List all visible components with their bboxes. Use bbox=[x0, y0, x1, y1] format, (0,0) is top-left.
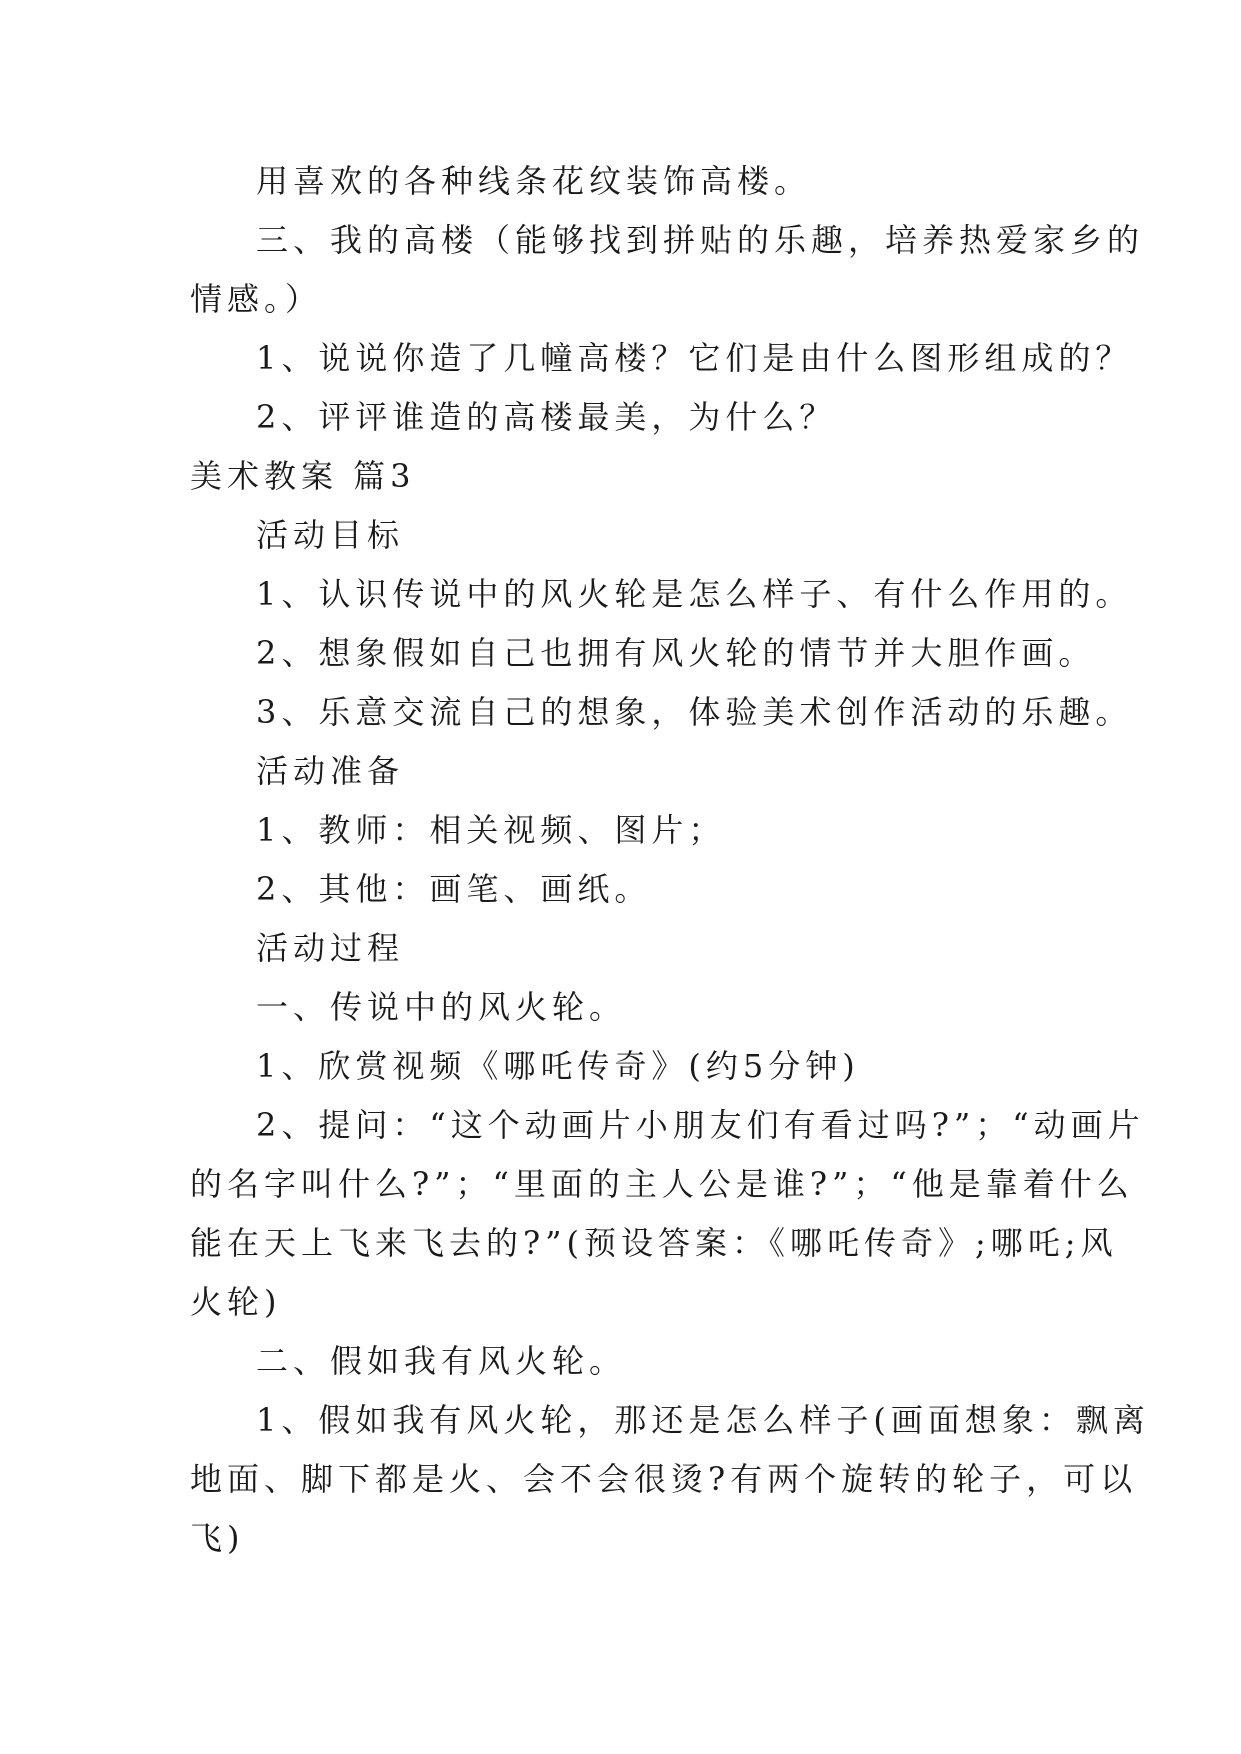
list-item: 2、想象假如自己也拥有风火轮的情节并大胆作画。 bbox=[256, 634, 1096, 672]
subsection-heading: 一、传说中的风火轮。 bbox=[256, 988, 627, 1026]
list-item: 1、认识传说中的风火轮是怎么样子、有什么作用的。 bbox=[256, 575, 1133, 613]
paragraph-line: 的名字叫什么?”；“里面的主人公是谁?”；“他是靠着什么 bbox=[190, 1165, 1134, 1203]
section-heading-activity-goals: 活动目标 bbox=[256, 516, 405, 554]
list-item: 1、假如我有风火轮，那还是怎么样子(画面想象：飘离 bbox=[256, 1401, 1150, 1439]
section-heading-activity-process: 活动过程 bbox=[256, 929, 405, 967]
list-item: 2、其他：画笔、画纸。 bbox=[256, 870, 652, 908]
list-item: 3、乐意交流自己的想象，体验美术创作活动的乐趣。 bbox=[256, 693, 1133, 731]
document-page bbox=[190, 152, 1150, 1568]
list-item: 1、欣赏视频《哪吒传奇》(约5分钟) bbox=[256, 1047, 860, 1085]
paragraph-line: 地面、脚下都是火、会不会很烫?有两个旋转的轮子，可以 bbox=[190, 1460, 1138, 1498]
subsection-heading: 二、假如我有风火轮。 bbox=[256, 1342, 627, 1380]
list-item: 1、教师：相关视频、图片； bbox=[256, 811, 726, 849]
section-heading-activity-preparation: 活动准备 bbox=[256, 752, 405, 790]
paragraph-line: 用喜欢的各种线条花纹装饰高楼。 bbox=[256, 162, 812, 200]
list-item: 2、提问：“这个动画片小朋友们有看过吗?”；“动画片 bbox=[256, 1106, 1145, 1144]
paragraph-line: 火轮) bbox=[190, 1283, 282, 1321]
list-item: 1、说说你造了几幢高楼？它们是由什么图形组成的？ bbox=[256, 339, 1133, 377]
paragraph-line: 情感。） bbox=[190, 280, 323, 318]
section-heading-my-tall-building: 三、我的高楼（能够找到拼贴的乐趣，培养热爱家乡的 bbox=[256, 221, 1145, 259]
paragraph-line: 飞) bbox=[190, 1519, 245, 1557]
lesson-title: 美术教案 篇3 bbox=[190, 457, 416, 495]
list-item: 2、评评谁造的高楼最美，为什么？ bbox=[256, 398, 837, 436]
paragraph-line: 能在天上飞来飞去的?”(预设答案：《哪吒传奇》;哪吒;风 bbox=[190, 1224, 1118, 1262]
